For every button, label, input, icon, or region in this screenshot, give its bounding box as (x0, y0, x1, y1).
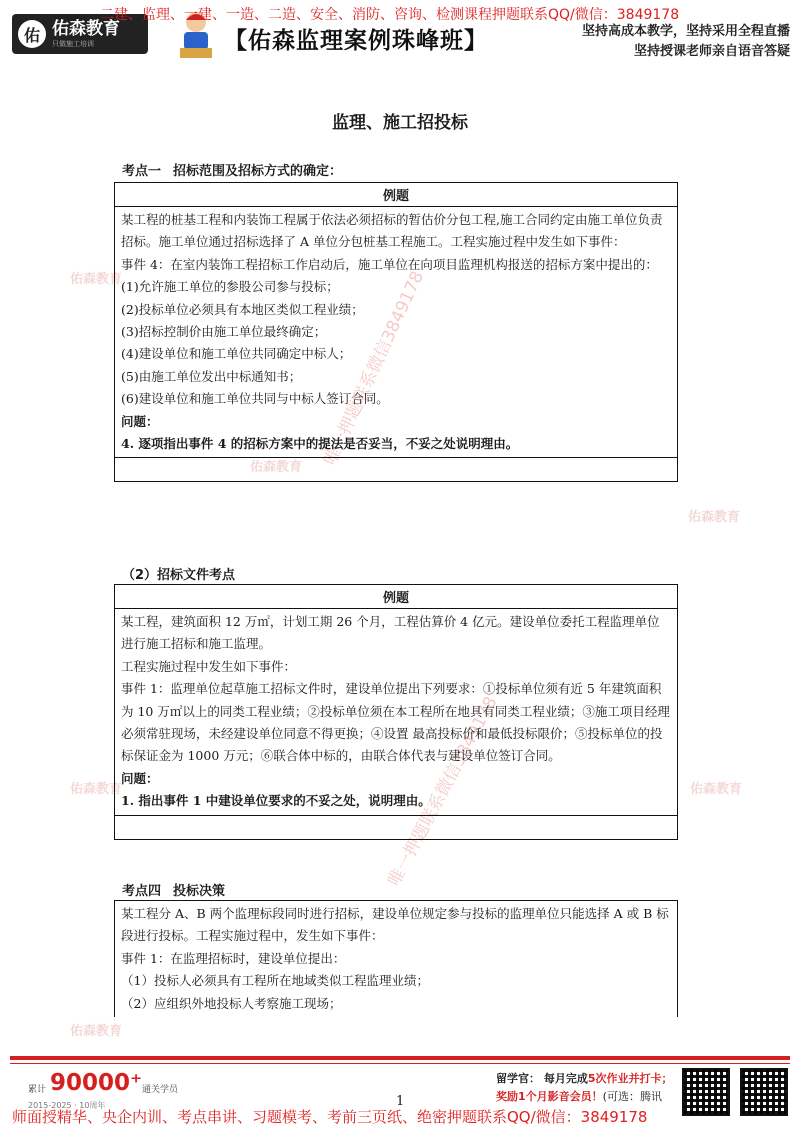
watermark-logo: 佑森教育 (690, 782, 743, 797)
page-header (0, 0, 800, 70)
promo-line-1: 留学官： 每月完成5次作业并打卡； (496, 1072, 673, 1085)
stat-number: 90000⁺ (50, 1070, 143, 1096)
qr-code-icon (740, 1068, 788, 1116)
watermark-diagonal: 唯一押题联系微信3849178 (384, 693, 502, 890)
stat-label: 累计 (28, 1085, 47, 1095)
footer-divider (10, 1056, 790, 1060)
question-item: (1)允许施工单位的参股公司参与投标； (121, 279, 339, 295)
logo-subtitle: 只做施工培训 (52, 40, 94, 48)
question-label: 问题： (121, 413, 159, 429)
question-prompt: 1. 指出事件 1 中建设单位要求的不妥之处，说明理由。 (121, 793, 431, 809)
question-label: 问题： (121, 770, 159, 786)
example-header: 例题 (115, 585, 678, 609)
answer-area (115, 815, 678, 839)
stat-suffix: 通关学员 (142, 1085, 179, 1095)
logo-mark-icon: 佑 (18, 20, 46, 48)
example-box-3 (114, 900, 678, 1017)
top-contact-banner: 二建、监理、一建、一造、二造、安全、消防、咨询、检测课程押题联系QQ/微信：3849178 (100, 7, 680, 23)
section-title-2: （2）招标文件考点 (122, 568, 236, 583)
question-text: 某工程，建筑面积 12 万㎡，计划工期 26 个月，工程估算价 4 亿元。建设单位委托工程监理单位进行施工招标和施工监理。 (121, 614, 660, 652)
watermark-logo: 佑森教育 (250, 460, 303, 475)
stat-years: 2015-2025 · 10周年 (28, 1101, 106, 1110)
watermark-logo: 佑森教育 (70, 782, 123, 797)
question-item: (2)投标单位必须具有本地区类似工程业绩； (121, 301, 364, 317)
header-title: 【佑森监理案例珠峰班】 (224, 28, 488, 54)
question-item: (3)招标控制价由施工单位最终确定； (121, 324, 327, 340)
answer-area (115, 458, 678, 482)
question-item: （2）应组织外地投标人考察施工现场； (121, 995, 342, 1011)
question-prompt: 4. 逐项指出事件 4 的招标方案中的提法是否妥当，不妥之处说明理由。 (121, 436, 519, 452)
logo-name: 佑森教育 (52, 19, 120, 39)
question-text: 事件 1：监理单位起草施工招标文件时，建设单位提出下列要求：①投标单位须有近 5 年建筑面积为 10 万㎡以上的同类工程业绩；②投标单位须在本工程所在地具有同类工程业绩；③施工项目经理必须常驻现场，未经建设单位同意不得更换；④设置 最高投标价和最低投标限价；⑤投标单位的投标保证金为 1000 万元；⑥联合体中标的，由联合体代表与建设单位签订合同。 (121, 681, 670, 764)
question-item: （1）投标人必须具有工程所在地域类似工程监理业绩； (121, 973, 429, 989)
footer-divider-thin (10, 1063, 790, 1064)
example-body (115, 207, 678, 458)
example-table-2 (114, 584, 678, 840)
example-table-1 (114, 182, 678, 482)
promo-line-2: 奖励1个月影音会员！(可选：腾讯 (496, 1090, 662, 1103)
page-title: 监理、施工招投标 (332, 113, 468, 133)
qr-code-icon (682, 1068, 730, 1116)
header-slogan-2: 坚持授课老师亲自语音答疑 (633, 44, 790, 59)
example-body (115, 609, 678, 816)
question-text: 事件 1：在监理招标时，建设单位提出： (121, 950, 346, 966)
page-number: 1 (396, 1094, 405, 1109)
question-text: 某工程分 A、B 两个监理标段同时进行招标，建设单位规定参与投标的监理单位只能选择 A 或 B 标段进行投标。工程实施过程中，发生如下事件： (121, 906, 669, 944)
question-text: 工程实施过程中发生如下事件： (121, 658, 297, 674)
question-item: (6)建设单位和施工单位共同与中标人签订合同。 (121, 391, 389, 407)
section-title-3: 考点四 投标决策 (122, 884, 226, 899)
question-item: (4)建设单位和施工单位共同确定中标人； (121, 346, 352, 362)
question-text: 事件 4：在室内装饰工程招标工作启动后，施工单位在向项目监理机构报送的招标方案中提出的： (121, 256, 658, 272)
watermark-diagonal: 唯一押题联系微信3849178 (320, 268, 429, 469)
section-title-1: 考点一 招标范围及招标方式的确定： (122, 164, 343, 179)
bottom-contact-banner: 师面授精华、央企内训、考点串讲、习题模考、考前三页纸、绝密押题联系QQ/微信：3849178 (12, 1108, 648, 1126)
watermark-logo: 佑森教育 (70, 1024, 123, 1039)
watermark-logo: 佑森教育 (688, 510, 741, 525)
question-item: (5)由施工单位发出中标通知书； (121, 368, 302, 384)
question-text: 某工程的桩基工程和内装饰工程属于依法必须招标的暂估价分包工程,施工合同约定由施工单位负责招标。施工单位通过招标选择了 A 单位分包桩基工程施工。工程实施过程中发生如下事件： (121, 212, 663, 250)
header-slogan-1: 坚持高成本教学，坚持采用全程直播 (581, 24, 790, 39)
example-header: 例题 (115, 183, 678, 207)
watermark-logo: 佑森教育 (70, 272, 123, 287)
